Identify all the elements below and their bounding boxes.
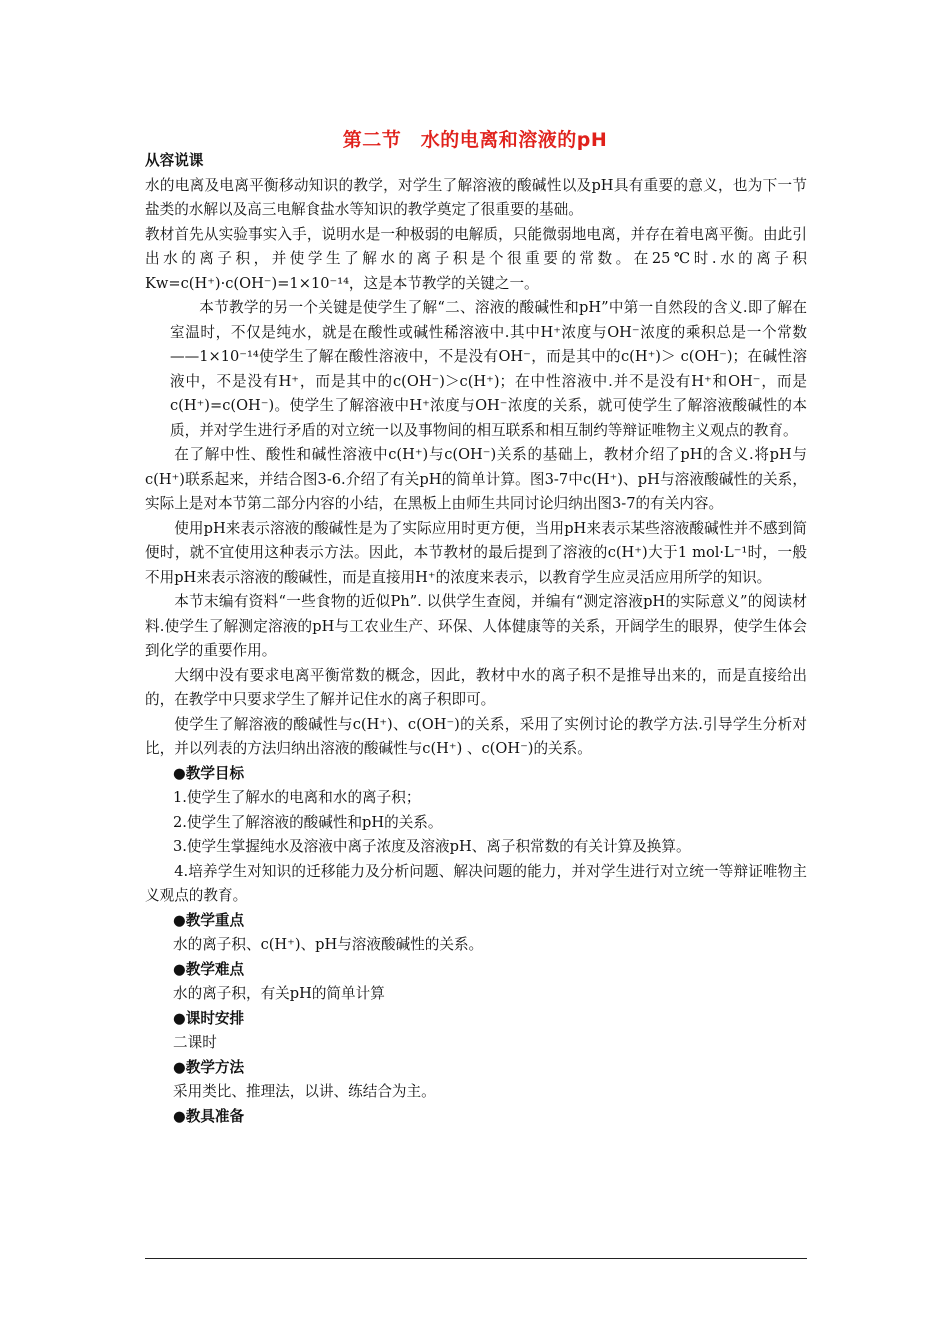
- key-points-heading: ●教学重点: [173, 911, 245, 929]
- difficulties-heading: ●教学难点: [173, 960, 245, 978]
- paragraph-5: 使用pH来表示溶液的酸碱性是为了实际应用时更方便，当用pH来表示某些溶液酸碱性并不感到简便时，就不宜使用这种表示方法。因此，本节教材的最后提到了溶液的c(H⁺)大于1 mol·L⁻¹时，一般不用pH来表示溶液的酸碱性，而是直接用H⁺的浓度来表示，以教育学生应灵活应用所学的知识。: [145, 519, 807, 586]
- paragraph-4: 在了解中性、酸性和碱性溶液中c(H⁺)与c(OH⁻)关系的基础上，教材介绍了pH的含义.将pH与c(H⁺)联系起来，并结合图3-6.介绍了有关pH的简单计算。图3-7中c(H⁺)、pH与溶液酸碱性的关系，实际上是对本节第二部分内容的小结，在黑板上由师生共同讨论归纳出图3-7的有关内容。: [145, 446, 807, 512]
- paragraph-7: 大纲中没有要求电离平衡常数的概念，因此，教材中水的离子积不是推导出来的，而是直接给出的，在教学中只要求学生了解并记住水的离子积即可。: [145, 666, 807, 708]
- paragraph-1: 水的电离及电离平衡移动知识的教学，对学生了解溶液的酸碱性以及pH具有重要的意义，也为下一节盐类的水解以及高三电解食盐水等知识的教学奠定了很重要的基础。: [145, 176, 807, 218]
- goal-item-3: 3.使学生掌握纯水及溶液中离子浓度及溶液pH、离子积常数的有关计算及换算。: [173, 838, 691, 855]
- schedule-heading: ●课时安排: [173, 1009, 245, 1027]
- paragraph-8: 使学生了解溶液的酸碱性与c(H⁺)、c(OH⁻)的关系，采用了实例讨论的教学方法.引导学生分析对比，并以列表的方法归纳出溶液的酸碱性与c(H⁺) 、c(OH⁻)的关系。: [145, 715, 807, 757]
- goals-heading: ●教学目标: [173, 764, 245, 782]
- paragraph-3: 本节教学的另一个关键是使学生了解“二、溶液的酸碱性和pH”中第一自然段的含义.即了解在室温时，不仅是纯水，就是在酸性或碱性稀溶液中.其中H⁺浓度与OH⁻浓度的乘积总是一个常数——1×10⁻¹⁴使学生了解在酸性溶液中，不是没有OH⁻，而是其中的c(H⁺)＞ c(OH⁻)；在碱性溶液中，不是没有H⁺，而是其中的c(OH⁻)＞c(H⁺)；在中性溶液中.并不是没有H⁺和OH⁻，而是c(H⁺)=c(OH⁻)。使学生了解溶液中H⁺浓度与OH⁻浓度的关系，就可使学生了解溶液酸碱性的本质，并对学生进行矛盾的对立统一以及事物间的相互联系和相互制约等辩证唯物主义观点的教育。: [170, 299, 807, 439]
- materials-heading: ●教具准备: [173, 1107, 245, 1125]
- goal-item-2: 2.使学生了解溶液的酸碱性和pH的关系。: [173, 813, 443, 831]
- document-body: [145, 149, 807, 1129]
- footer-divider: [145, 1258, 807, 1259]
- methods-heading: ●教学方法: [173, 1058, 245, 1076]
- page-title: 第二节 水的电离和溶液的pH: [342, 129, 608, 151]
- paragraph-6: 本节末编有资料“一些食物的近似Ph”. 以供学生查阅，并编有“测定溶液pH的实际意义”的阅读材料.使学生了解测定溶液的pH与工农业生产、环保、人体健康等的关系，开阔学生的眼界，使学生体会到化学的重要作用。: [145, 593, 807, 659]
- section-heading: 从容说课: [145, 152, 204, 169]
- goal-item-4: 4.培养学生对知识的迁移能力及分析问题、解决问题的能力，并对学生进行对立统一等辩证唯物主义观点的教育。: [145, 862, 807, 904]
- key-points-text: 水的离子积、c(H⁺)、pH与溶液酸碱性的关系。: [173, 936, 484, 953]
- paragraph-2: 教材首先从实验事实入手，说明水是一种极弱的电解质，只能微弱地电离，并存在着电离平衡。由此引出水的离子积，并使学生了解水的离子积是个很重要的常数。在25℃时.水的离子积Kw=c(H⁺)·c(OH⁻)=1×10⁻¹⁴，这是本节教学的关键之一。: [145, 225, 807, 292]
- schedule-text: 二课时: [173, 1034, 217, 1051]
- difficulties-text: 水的离子积，有关pH的简单计算: [173, 985, 385, 1002]
- goal-item-1: 1.使学生了解水的电离和水的离子积；: [173, 789, 421, 806]
- methods-text: 采用类比、推理法，以讲、练结合为主。: [173, 1083, 436, 1100]
